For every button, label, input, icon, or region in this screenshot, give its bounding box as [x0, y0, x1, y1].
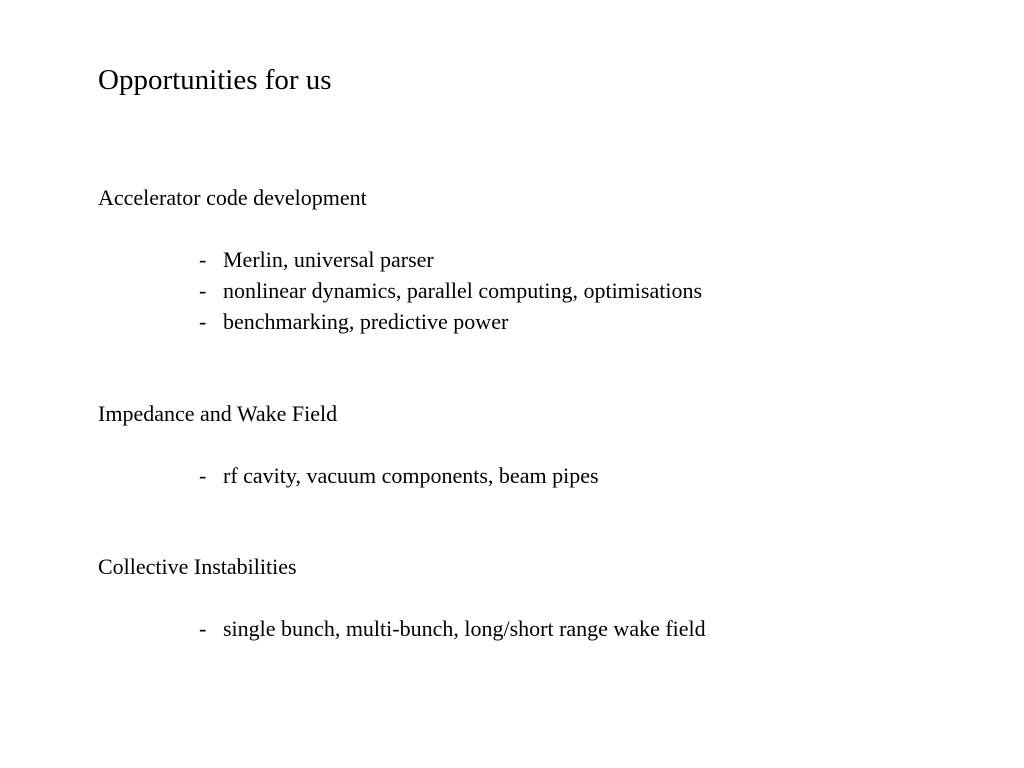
bullet-item: [199, 615, 706, 643]
bullet-text: benchmarking, predictive power: [223, 309, 509, 334]
section-heading-collective-instabilities: Collective Instabilities: [98, 554, 297, 579]
bullet-item: [199, 246, 434, 274]
bullet-text: rf cavity, vacuum components, beam pipes: [223, 463, 599, 488]
section-heading-accelerator-code: Accelerator code development: [98, 185, 367, 210]
bullet-dash: -: [199, 463, 207, 488]
bullet-text: single bunch, multi-bunch, long/short range wake field: [223, 616, 706, 641]
bullet-item: [199, 462, 599, 490]
section-heading-impedance-wake-field: Impedance and Wake Field: [98, 401, 338, 426]
bullet-dash: -: [199, 278, 207, 303]
bullet-dash: -: [199, 309, 207, 334]
bullet-item: [199, 308, 508, 336]
bullet-dash: -: [199, 616, 207, 641]
slide-title: Opportunities for us: [98, 64, 332, 96]
bullet-item: [199, 277, 702, 305]
bullet-text: Merlin, universal parser: [223, 247, 434, 272]
bullet-dash: -: [199, 247, 207, 272]
bullet-text: nonlinear dynamics, parallel computing, optimisations: [223, 278, 703, 303]
